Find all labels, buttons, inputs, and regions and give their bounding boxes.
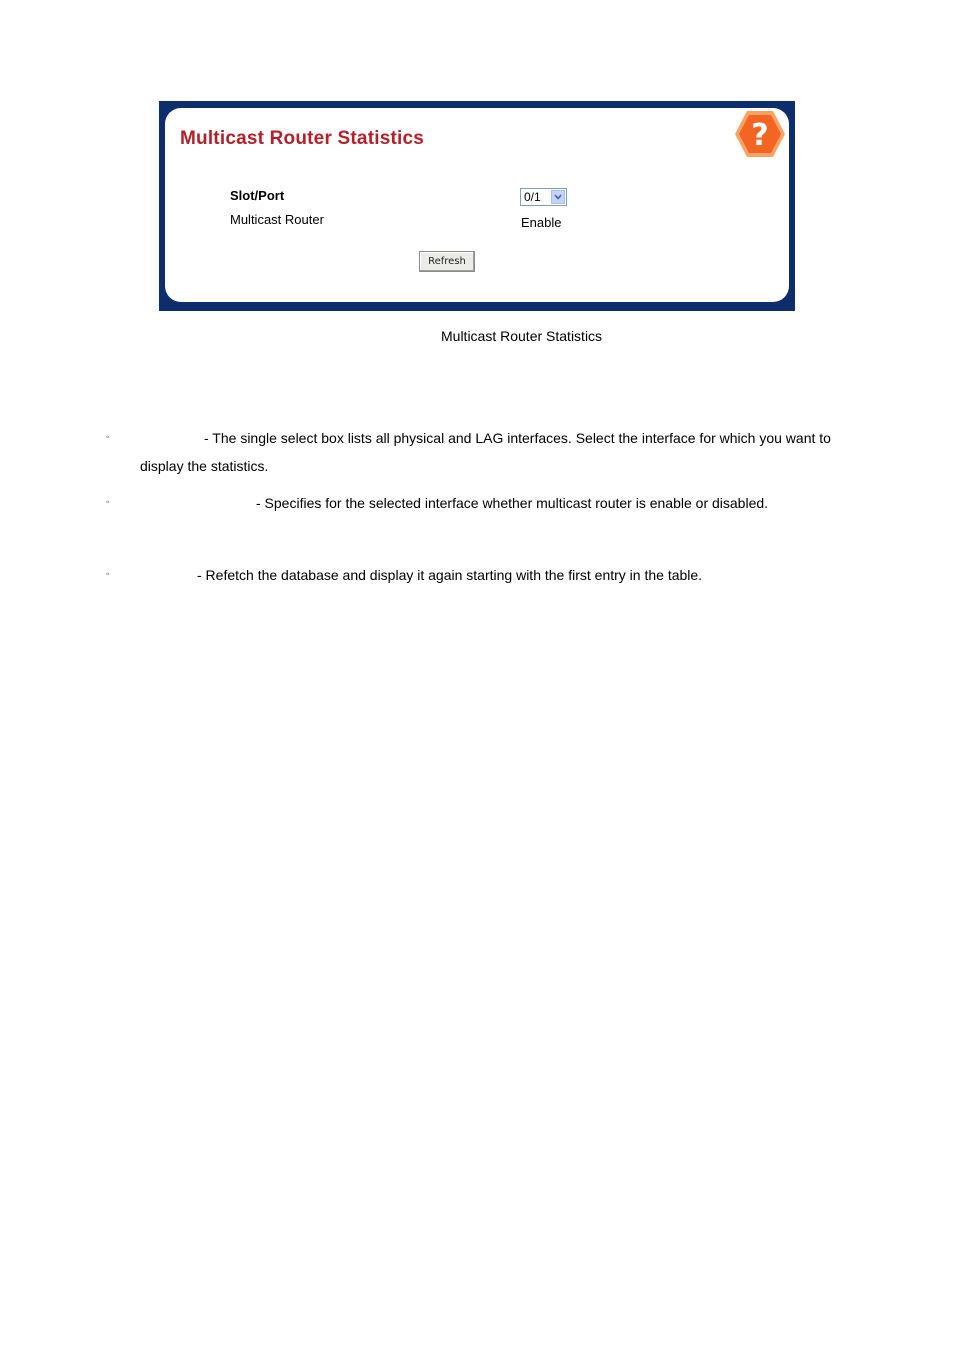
panel-title: Multicast Router Statistics	[180, 128, 425, 149]
figure-caption: Multicast Router Statistics	[441, 328, 603, 344]
slot-port-selected-value: 0/1	[524, 190, 541, 204]
slot-port-description-line2: display the statistics.	[140, 458, 269, 474]
screenshot-frame	[159, 101, 795, 311]
multicast-router-value: Enable	[521, 215, 562, 230]
refresh-description: - Refetch the database and display it again starting with the first entry in the table.	[197, 567, 703, 583]
statistics-panel	[165, 108, 789, 302]
bullet-icon: ◦	[106, 497, 110, 508]
help-icon[interactable]	[734, 110, 786, 158]
bullet-icon: ◦	[106, 432, 110, 443]
svg-text:?: ?	[751, 118, 769, 153]
bullet-icon: ◦	[106, 569, 110, 580]
slot-port-description-line1: - The single select box lists all physical and LAG interfaces. Select the interface for which you want to	[204, 430, 831, 446]
refresh-button[interactable]: Refresh	[419, 251, 475, 272]
multicast-router-label: Multicast Router	[230, 212, 324, 227]
slot-port-label: Slot/Port	[230, 188, 285, 203]
chevron-down-icon[interactable]	[551, 190, 565, 204]
slot-port-select[interactable]	[520, 188, 567, 206]
multicast-router-description: - Specifies for the selected interface whether multicast router is enable or disabled.	[256, 495, 769, 511]
